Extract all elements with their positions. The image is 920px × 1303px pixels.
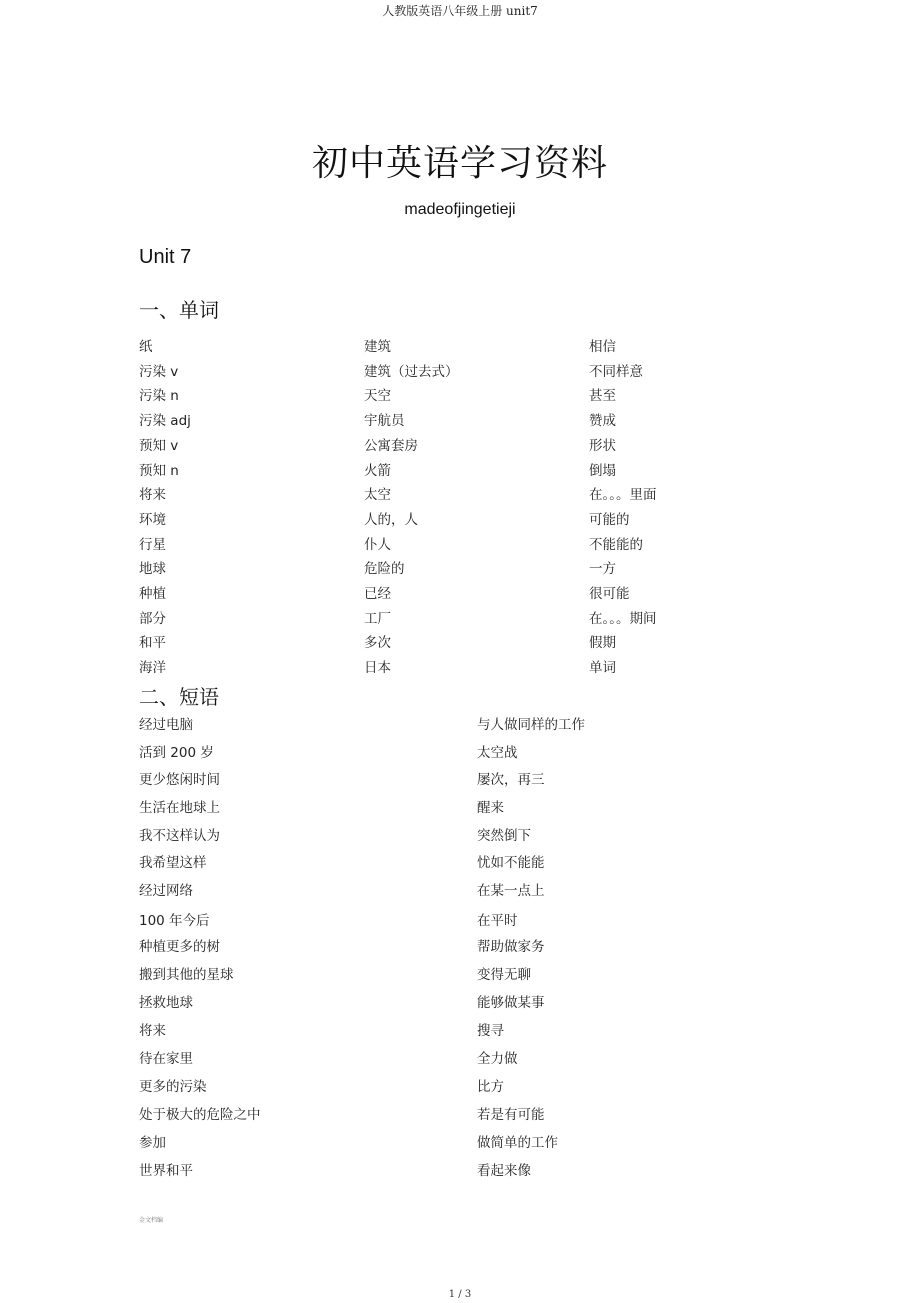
section-heading-vocabulary: 一、单词 <box>139 298 219 322</box>
vocabulary-item: 一方 <box>589 561 616 578</box>
phrase-item: 我不这样认为 <box>139 828 220 844</box>
footer-note: 金文档编 <box>139 1217 164 1224</box>
phrase-item: 处于极大的危险之中 <box>139 1107 261 1123</box>
vocabulary-item: 不能能的 <box>589 536 643 553</box>
vocabulary-item: 单词 <box>589 660 616 677</box>
section-heading-phrases: 二、短语 <box>139 685 219 709</box>
vocabulary-item: 在。。。里面 <box>589 487 657 504</box>
phrase-item: 我希望这样 <box>139 855 207 871</box>
phrase-item: 待在家里 <box>139 1051 193 1067</box>
vocabulary-item: 火箭 <box>364 462 391 479</box>
vocabulary-item: 种植 <box>139 586 166 602</box>
vocabulary-item: 污染 v <box>139 363 179 380</box>
vocabulary-item: 人的，人 <box>364 511 418 528</box>
phrase-item: 搬到其他的星球 <box>139 967 234 983</box>
vocabulary-item: 公寓套房 <box>364 437 418 454</box>
vocabulary-item: 宇航员 <box>364 413 405 430</box>
vocabulary-item: 纸 <box>139 339 153 355</box>
vocabulary-item: 海洋 <box>139 660 166 677</box>
vocabulary-item: 日本 <box>364 660 391 677</box>
phrase-item: 与人做同样的工作 <box>477 717 585 733</box>
phrase-item: 生活在地球上 <box>139 800 220 816</box>
phrase-item: 突然倒下 <box>477 828 531 844</box>
vocabulary-item: 和平 <box>139 635 166 652</box>
vocabulary-item: 不同样意 <box>589 363 643 380</box>
vocabulary-item: 太空 <box>364 487 391 504</box>
vocabulary-item: 甚至 <box>589 388 616 405</box>
phrase-item: 活到 200 岁 <box>139 745 214 761</box>
vocabulary-item: 环境 <box>139 511 166 528</box>
phrase-item: 种植更多的树 <box>139 939 220 955</box>
phrase-item: 拯救地球 <box>139 995 193 1011</box>
document-title: 初中英语学习资料 <box>311 143 608 184</box>
phrase-item: 100 年今后 <box>139 913 210 929</box>
page-number: 1 / 3 <box>448 1289 472 1300</box>
phrase-item: 将来 <box>139 1023 166 1039</box>
vocabulary-item: 危险的 <box>364 561 405 578</box>
phrase-item: 屡次，再三 <box>477 772 545 788</box>
vocabulary-item: 预知 v <box>139 437 179 454</box>
vocabulary-item: 在。。。期间 <box>589 610 657 627</box>
phrase-item: 参加 <box>139 1135 166 1151</box>
phrase-item: 醒来 <box>477 800 504 816</box>
vocabulary-item: 建筑 <box>364 339 391 355</box>
unit-heading: Unit 7 <box>139 246 192 268</box>
phrase-item: 变得无聊 <box>477 967 531 983</box>
vocabulary-item: 可能的 <box>589 511 630 528</box>
vocabulary-item: 部分 <box>139 610 166 627</box>
document-subtitle: madeofjingetieji <box>404 201 516 218</box>
phrase-item: 帮助做家务 <box>477 939 545 955</box>
vocabulary-item: 相信 <box>589 339 616 355</box>
vocabulary-item: 已经 <box>364 586 391 602</box>
phrase-item: 若是有可能 <box>477 1107 545 1123</box>
phrase-item: 在平时 <box>477 913 518 929</box>
vocabulary-item: 多次 <box>364 635 391 652</box>
vocabulary-item: 很可能 <box>589 586 630 602</box>
vocabulary-item: 地球 <box>139 561 166 578</box>
running-header: 人教版英语八年级上册 unit7 <box>382 4 538 18</box>
phrase-item: 忧如不能能 <box>477 855 545 871</box>
vocabulary-item: 污染 adj <box>139 413 191 430</box>
phrase-item: 世界和平 <box>139 1163 193 1179</box>
phrase-item: 全力做 <box>477 1051 518 1067</box>
vocabulary-item: 污染 n <box>139 388 179 405</box>
phrase-item: 经过网络 <box>139 883 193 899</box>
vocabulary-item: 假期 <box>589 635 616 652</box>
vocabulary-item: 天空 <box>364 388 391 405</box>
phrase-item: 更多的污染 <box>139 1079 207 1095</box>
vocabulary-item: 形状 <box>589 437 616 454</box>
vocabulary-item: 倒塌 <box>589 462 616 479</box>
vocabulary-item: 预知 n <box>139 462 179 479</box>
vocabulary-item: 行星 <box>139 536 166 553</box>
phrase-item: 做简单的工作 <box>477 1135 558 1151</box>
phrase-item: 在某一点上 <box>477 883 545 899</box>
phrase-item: 比方 <box>477 1079 504 1095</box>
vocabulary-item: 工厂 <box>364 610 391 627</box>
phrase-item: 搜寻 <box>477 1023 504 1039</box>
vocabulary-item: 仆人 <box>364 536 391 553</box>
vocabulary-item: 赞成 <box>589 413 616 430</box>
phrase-item: 经过电脑 <box>139 717 193 733</box>
phrase-item: 能够做某事 <box>477 995 545 1011</box>
phrase-item: 看起来像 <box>477 1163 531 1179</box>
vocabulary-item: 将来 <box>139 487 166 504</box>
phrase-item: 更少悠闲时间 <box>139 772 220 788</box>
phrase-item: 太空战 <box>477 745 518 761</box>
vocabulary-item: 建筑（过去式） <box>364 363 459 380</box>
